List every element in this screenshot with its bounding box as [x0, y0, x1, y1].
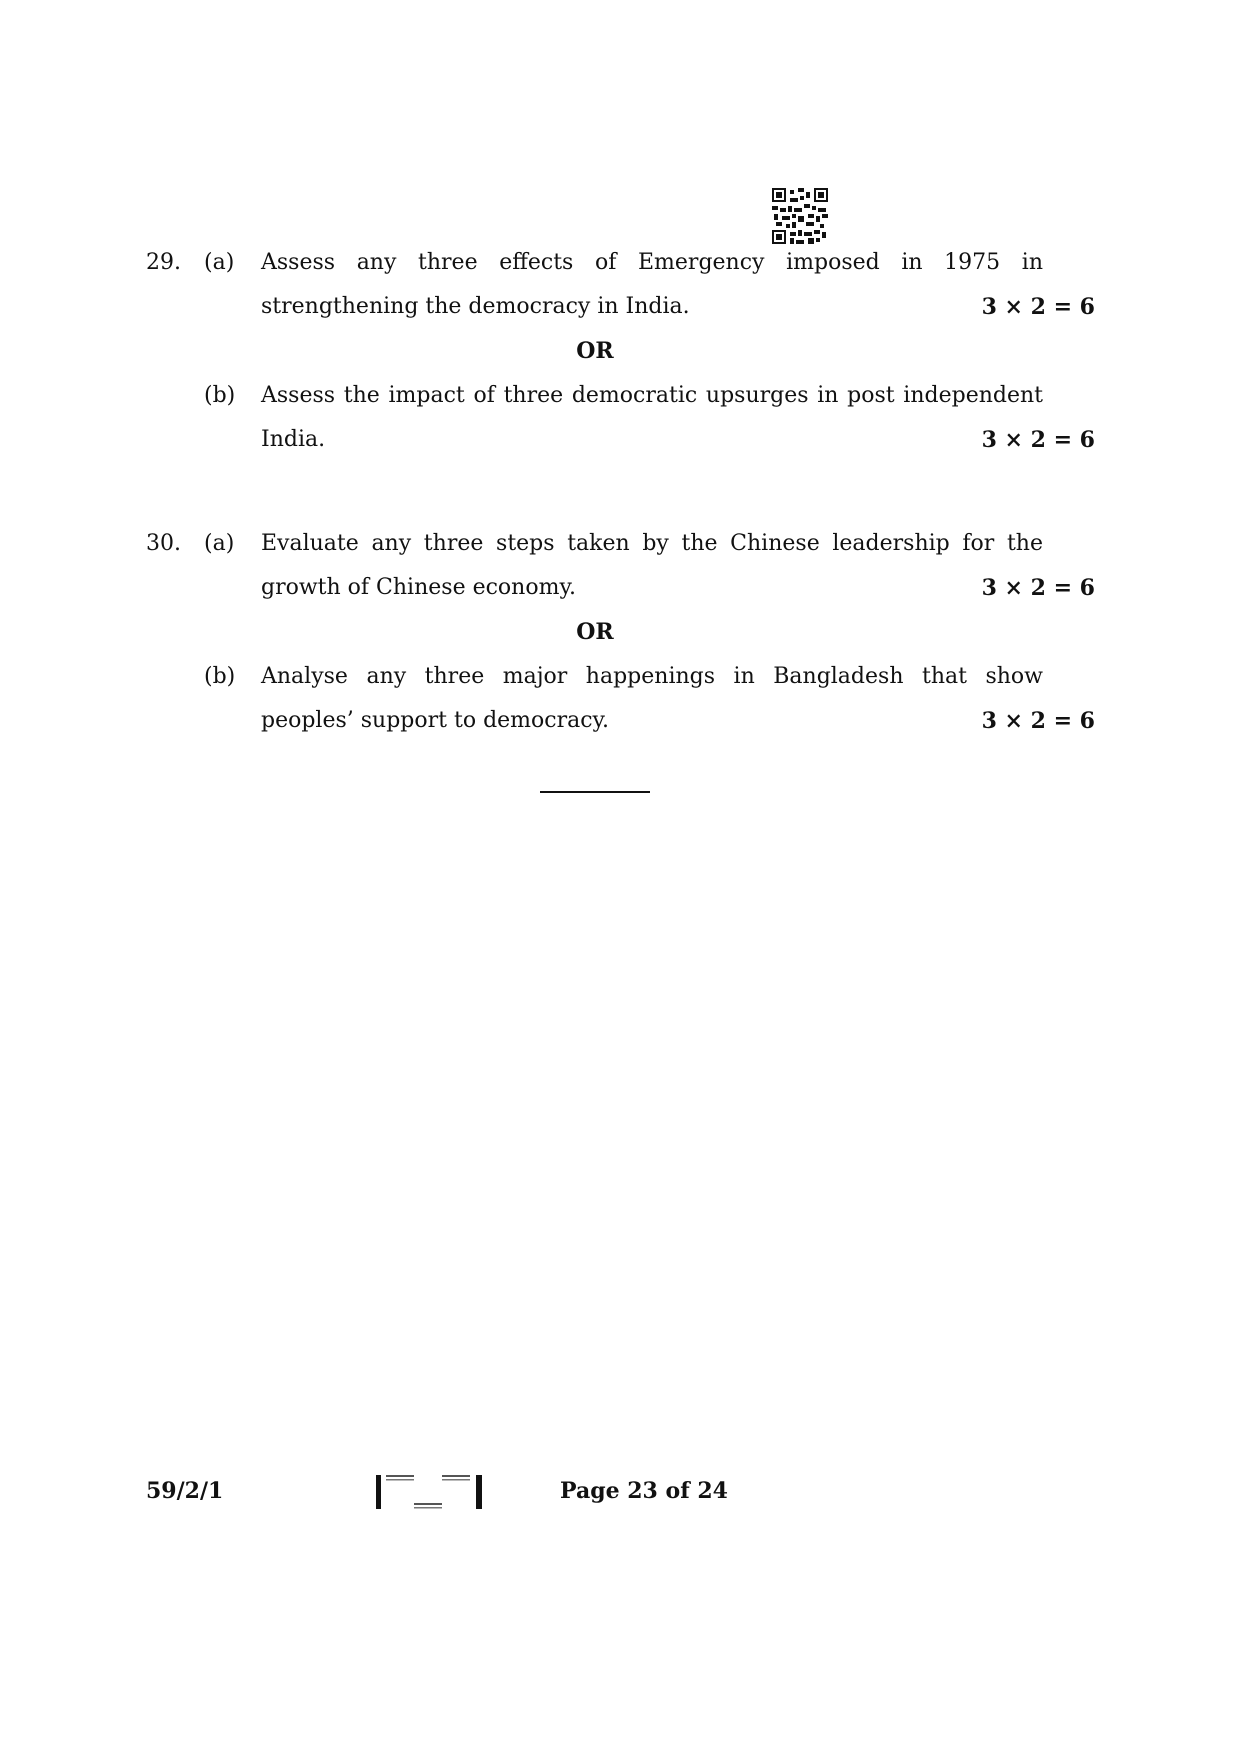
question-text-line: strengthening the democracy in India. [261, 294, 690, 319]
part-label: (a) [204, 531, 235, 556]
question-text-line: Analyse any three major happenings in Bangladesh that show [261, 664, 1043, 689]
part-label: (b) [204, 664, 236, 689]
or-separator: OR [576, 619, 614, 645]
question-text-line: India. [261, 427, 326, 452]
end-rule [540, 791, 650, 793]
question-text-line: Assess the impact of three democratic upsurges in post independent [261, 383, 1043, 408]
barcode-mark [376, 1473, 484, 1511]
qr-code [772, 188, 828, 244]
question-number: 29. [146, 250, 181, 275]
paper-code: 59/2/1 [146, 1478, 224, 1504]
part-label: (b) [204, 383, 236, 408]
question-text-line: peoples’ support to democracy. [261, 708, 610, 733]
question-text-line: growth of Chinese economy. [261, 575, 576, 600]
marks: 3 × 2 = 6 [981, 427, 1095, 453]
or-separator: OR [576, 338, 614, 364]
marks: 3 × 2 = 6 [981, 294, 1095, 320]
question-number: 30. [146, 531, 181, 556]
marks: 3 × 2 = 6 [981, 708, 1095, 734]
question-text-line: Evaluate any three steps taken by the Chinese leadership for the [261, 531, 1043, 556]
page-number: Page 23 of 24 [560, 1478, 728, 1504]
marks: 3 × 2 = 6 [981, 575, 1095, 601]
question-text-line: Assess any three effects of Emergency imposed in 1975 in [261, 250, 1043, 275]
part-label: (a) [204, 250, 235, 275]
